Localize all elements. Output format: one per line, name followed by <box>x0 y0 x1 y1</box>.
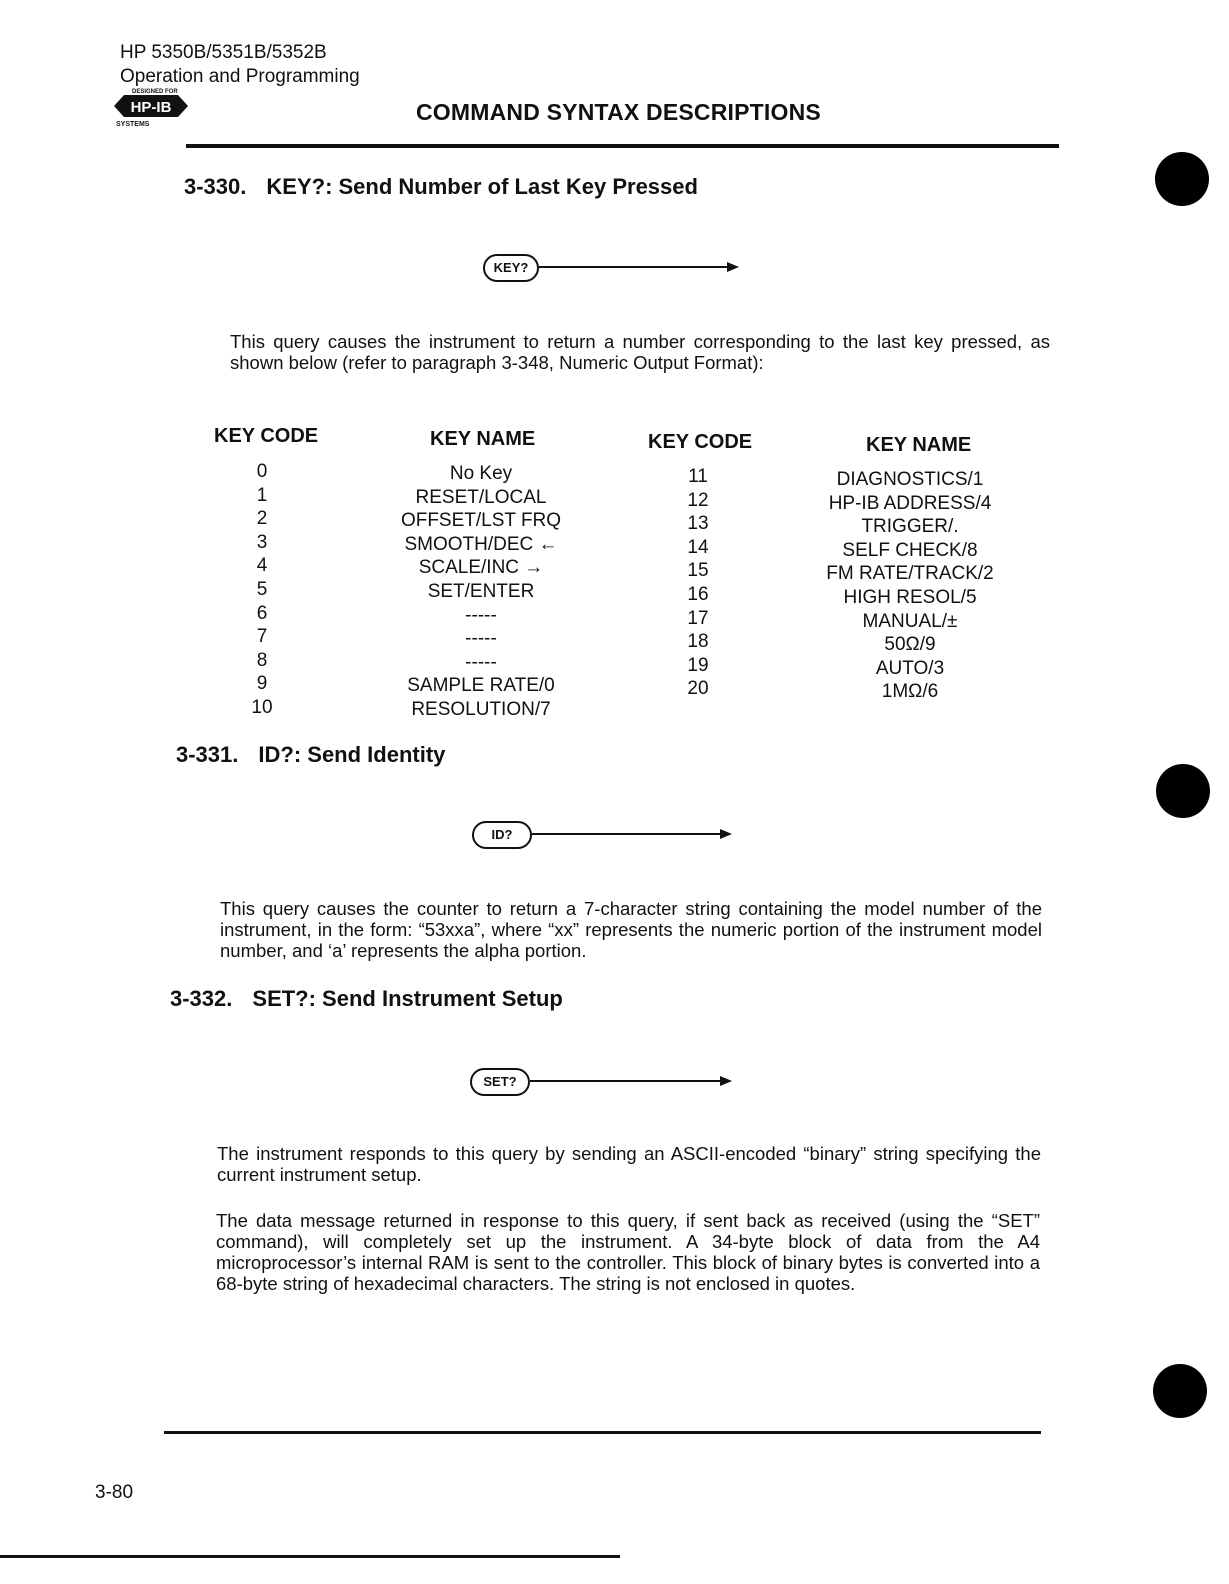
key-code-cell: 17 <box>687 607 709 629</box>
key-name-cell: AUTO/3 <box>875 657 945 679</box>
table-column-names-right <box>810 468 1010 704</box>
key-name-cell: ----- <box>465 651 497 673</box>
syntax-diagram-id <box>472 819 742 849</box>
syntax-keyword: ID? <box>472 821 532 849</box>
table-column-codes-right <box>668 465 728 701</box>
key-name-cell: RESOLUTION/7 <box>411 698 551 720</box>
key-code-cell: 6 <box>256 602 268 624</box>
key-code-cell: 19 <box>687 654 709 676</box>
key-code-cell: 20 <box>687 678 709 700</box>
binder-hole <box>1156 764 1210 818</box>
footer-rule <box>164 1431 1041 1434</box>
hp-ib-logo <box>112 86 190 128</box>
key-code-cell: 5 <box>256 578 268 600</box>
key-name-cell: SMOOTH/DEC ← <box>404 533 558 555</box>
key-code-cell: 12 <box>687 489 709 511</box>
key-name-cell: SCALE/INC → <box>418 557 544 579</box>
table-column-codes-left <box>232 460 292 720</box>
logo-bottom-text: SYSTEMS <box>116 121 150 128</box>
section-number: 3-332. <box>170 986 233 1011</box>
key-code-cell: 2 <box>256 508 268 530</box>
section-heading-text: KEY?: Send Number of Last Key Pressed <box>266 174 698 199</box>
key-name-cell: SAMPLE RATE/0 <box>407 675 555 697</box>
table-header-key-name: KEY NAME <box>430 428 536 450</box>
key-code-cell: 8 <box>256 649 268 671</box>
syntax-arrow-icon <box>720 1076 732 1086</box>
key-code-cell: 7 <box>256 626 268 648</box>
section-paragraph: The instrument responds to this query by sending an ASCII-encoded “binary” string specifying the current instrument setup. <box>217 1143 1041 1185</box>
key-name-cell: OFFSET/LST FRQ <box>400 510 562 532</box>
syntax-arrow-icon <box>727 262 739 272</box>
section-number: 3-330. <box>184 174 247 199</box>
section-heading <box>176 742 445 768</box>
key-name-cell: HIGH RESOL/5 <box>843 586 977 608</box>
scan-edge-line <box>0 1555 620 1558</box>
logo-main-text: HP-IB <box>130 99 172 116</box>
key-name-cell: ----- <box>465 628 497 650</box>
key-name-cell: RESET/LOCAL <box>415 486 547 508</box>
section-paragraph: This query causes the instrument to return a number corresponding to the last key pressed, as shown below (refer to paragraph 3-348, Numeric Output Format): <box>230 331 1050 373</box>
section-paragraph: This query causes the counter to return a 7-character string containing the model number of the instrument, in the form: “53xxa”, where “xx” represents the numeric portion of the instrument model number, and ‘a’ represents the alpha portion. <box>220 898 1042 961</box>
table-column-names-left <box>376 462 586 722</box>
key-name-cell: ----- <box>465 604 497 626</box>
syntax-keyword: SET? <box>470 1068 530 1096</box>
key-name-cell: MANUAL/± <box>862 610 958 632</box>
key-code-cell: 10 <box>251 696 273 718</box>
key-code-cell: 11 <box>688 466 708 487</box>
syntax-line <box>539 266 727 268</box>
key-name-cell: TRIGGER/. <box>861 516 959 538</box>
table-header-key-name-2: KEY NAME <box>866 434 972 456</box>
syntax-line <box>532 833 720 835</box>
key-code-cell: 9 <box>256 673 268 695</box>
syntax-line <box>530 1080 720 1082</box>
key-code-cell: 3 <box>256 531 268 553</box>
key-name-cell: 1MΩ/6 <box>881 681 939 703</box>
document-model: HP 5350B/5351B/5352B <box>120 42 327 63</box>
key-name-cell: 50Ω/9 <box>884 634 936 656</box>
key-code-cell: 1 <box>256 484 268 506</box>
section-heading-text: SET?: Send Instrument Setup <box>252 986 563 1011</box>
key-name-cell: SET/ENTER <box>427 580 535 602</box>
section-number: 3-331. <box>176 742 239 767</box>
key-name-cell: No Key <box>449 463 513 484</box>
key-code-cell: 18 <box>687 631 709 653</box>
section-title: COMMAND SYNTAX DESCRIPTIONS <box>416 99 821 125</box>
syntax-keyword: KEY? <box>483 254 539 282</box>
section-heading <box>184 174 698 200</box>
syntax-diagram-set <box>470 1066 740 1096</box>
page-number: 3-80 <box>95 1482 134 1503</box>
syntax-diagram-key <box>483 252 753 282</box>
section-paragraph: The data message returned in response to this query, if sent back as received (using the “SET” command), will completely set up the instrument. A 34-byte block of data from the A4 microprocessor’s internal RAM is sent to the controller. This block of binary bytes is converted into a 68-byte string of hexadecimal characters. The string is not enclosed in quotes. <box>216 1210 1040 1294</box>
section-heading-text: ID?: Send Identity <box>258 742 446 767</box>
document-subtitle: Operation and Programming <box>120 66 360 87</box>
key-name-cell: SELF CHECK/8 <box>842 539 978 561</box>
table-header-key-code-2: KEY CODE <box>648 431 753 453</box>
key-code-cell: 15 <box>687 560 709 582</box>
key-name-cell: FM RATE/TRACK/2 <box>826 563 994 585</box>
key-name-cell: HP-IB ADDRESS/4 <box>828 492 992 514</box>
table-header-key-code: KEY CODE <box>214 425 319 447</box>
syntax-arrow-icon <box>720 829 732 839</box>
binder-hole <box>1155 152 1209 206</box>
key-code-cell: 14 <box>687 536 709 558</box>
header-rule <box>186 144 1059 148</box>
logo-top-text: DESIGNED FOR <box>132 89 178 95</box>
key-code-cell: 0 <box>256 461 268 482</box>
key-code-cell: 13 <box>687 513 709 535</box>
key-code-cell: 16 <box>687 583 709 605</box>
key-code-cell: 4 <box>256 555 268 577</box>
key-name-cell: DIAGNOSTICS/1 <box>836 469 984 490</box>
section-heading <box>170 986 563 1012</box>
binder-hole <box>1153 1364 1207 1418</box>
